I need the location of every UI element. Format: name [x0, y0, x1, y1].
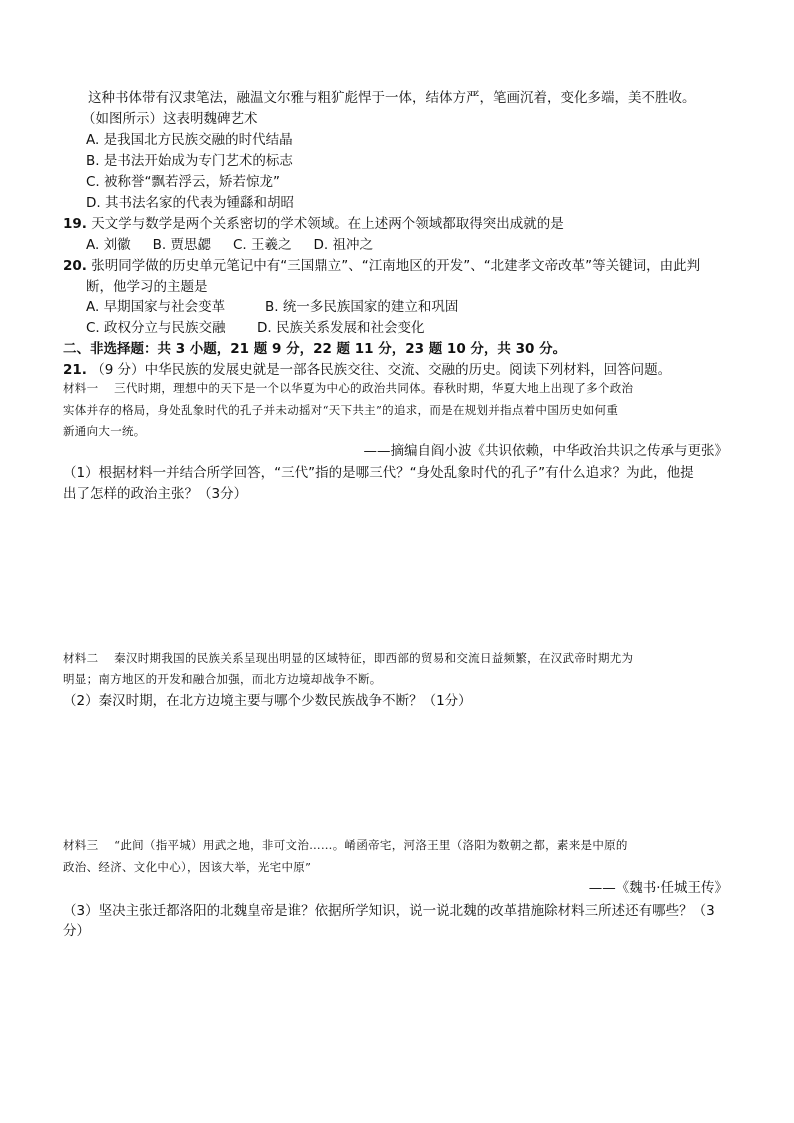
- q20-stem-line2: 断，他学习的主题是: [86, 279, 208, 295]
- q21-sub3-line2: 分）: [63, 923, 90, 939]
- q18-option-b: B. 是书法开始成为专门艺术的标志: [86, 153, 293, 169]
- q20-option-d: D. 民族关系发展和社会变化: [257, 320, 425, 336]
- material3-line1: 材料三 “此间（指平城）用武之地，非可文治……。崤函帝宅，河洛王里（洛阳为数朝之都，素来是中原的: [63, 838, 628, 852]
- material1-line3: 新通向大一统。: [63, 424, 146, 438]
- material3-line2: 政治、经济、文化中心），因该大举，光宅中原”: [63, 860, 312, 874]
- q21-number: 21.: [63, 362, 87, 378]
- material2-line2: 明显；南方地区的开发和融合加强，而北方边境却战争不断。: [63, 672, 382, 686]
- q19-option-b: B. 贾思勰: [152, 237, 211, 253]
- q20-number: 20.: [63, 258, 87, 274]
- q19-options: [86, 236, 373, 254]
- q19-stem-text: 天文学与数学是两个关系密切的学术领域。在上述两个领域都取得突出成就的是: [91, 216, 564, 232]
- q20-stem-text: 张明同学做的历史单元笔记中有“三国鼎立”、“江南地区的开发”、“北建孝文帝改革”等关键词，由此判: [91, 258, 701, 274]
- material1-line2: 实体并存的格局，身处乱象时代的孔子并未动摇对“天下共主”的追求，而是在规划并指点着中国历史如何重: [63, 403, 619, 417]
- q20-stem-line1: [63, 257, 700, 275]
- q20-option-b: B. 统一多民族国家的建立和巩固: [265, 299, 459, 315]
- q18-option-c: C. 被称誉“飘若浮云，矫若惊龙”: [86, 174, 280, 190]
- q18-stem-line1: 这种书体带有汉隶笔法，融温文尔雅与粗犷彪悍于一体，结体方严，笔画沉着，变化多端，美不胜收。: [88, 90, 696, 106]
- material2-line1: 材料二 秦汉时期我国的民族关系呈现出明显的区域特征，即西部的贸易和交流日益频繁，在汉武帝时期尤为: [63, 651, 634, 665]
- q21-sub1-line1: （1）根据材料一并结合所学回答，“三代”指的是哪三代？“身处乱象时代的孔子”有什么追求？为此，他提: [63, 465, 694, 481]
- q21-intro: [63, 361, 671, 379]
- q21-sub1-line2: 出了怎样的政治主张？（3分）: [63, 486, 248, 502]
- q18-option-a: A. 是我国北方民族交融的时代结晶: [86, 132, 293, 148]
- q21-sub2: （2）秦汉时期，在北方边境主要与哪个少数民族战争不断？（1分）: [63, 693, 472, 709]
- q19-stem: [63, 215, 564, 233]
- section2-heading: 二、非选择题：共 3 小题，21 题 9 分，22 题 11 分，23 题 10 分，共 30 分。: [63, 341, 567, 357]
- q19-option-d: D. 祖冲之: [313, 237, 373, 253]
- material3-source: ——《魏书·任城王传》: [588, 880, 728, 896]
- q20-option-a: A. 早期国家与社会变革: [86, 299, 226, 315]
- q18-option-d: D. 其书法名家的代表为锺繇和胡昭: [86, 195, 294, 211]
- q19-number: 19.: [63, 216, 87, 232]
- q21-intro-text: （9 分）中华民族的发展史就是一部各民族交往、交流、交融的历史。阅读下列材料，回答问题。: [91, 362, 672, 378]
- material1-line1: 材料一 三代时期，理想中的天下是一个以华夏为中心的政治共同体。春秋时期，华夏大地上出现了多个政治: [63, 381, 634, 395]
- q19-option-a: A. 刘徽: [86, 237, 131, 253]
- q19-option-c: C. 王羲之: [232, 237, 292, 253]
- q20-option-c: C. 政权分立与民族交融: [86, 320, 226, 336]
- q18-stem-line2: （如图所示）这表明魏碑艺术: [82, 111, 258, 127]
- q21-sub3-line1: （3）坚决主张迁都洛阳的北魏皇帝是谁？依据所学知识，说一说北魏的改革措施除材料三所述还有哪些？（3: [63, 903, 715, 919]
- material1-source: ——摘编自阎小波《共识依赖，中华政治共识之传承与更张》: [363, 443, 728, 459]
